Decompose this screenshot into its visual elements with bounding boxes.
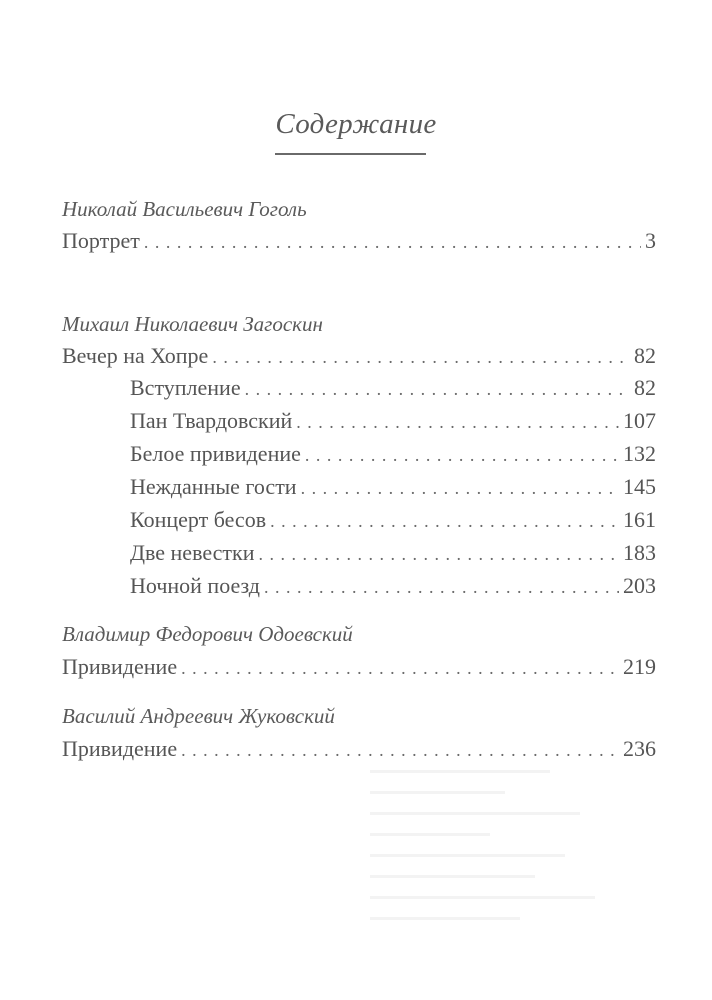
leader-dots (245, 379, 630, 400)
entry-page: 132 (623, 441, 656, 466)
toc-entry[interactable] (130, 540, 656, 570)
leader-dots (301, 478, 619, 499)
entry-title: Вступление (130, 375, 241, 400)
entry-page: 183 (623, 540, 656, 565)
leader-dots (181, 740, 619, 761)
toc-entry[interactable] (130, 573, 656, 603)
title-rule (275, 153, 426, 155)
entry-page: 203 (623, 573, 656, 598)
entry-title: Ночной поезд (130, 573, 260, 598)
toc-entry[interactable] (62, 654, 656, 684)
section-author: Владимир Федорович Одоевский (62, 622, 353, 646)
toc-entry[interactable] (130, 507, 656, 537)
leader-dots (181, 658, 619, 679)
entry-page: 145 (623, 474, 656, 499)
leader-dots (305, 445, 619, 466)
entry-title: Пан Твардовский (130, 408, 293, 433)
entry-page: 82 (634, 343, 656, 368)
leader-dots (270, 511, 619, 532)
entry-title: Привидение (62, 736, 178, 761)
leader-dots (264, 577, 619, 598)
toc-entry[interactable] (62, 228, 656, 258)
entry-page: 161 (623, 507, 656, 532)
entry-title: Концерт бесов (130, 507, 267, 532)
entry-page: 236 (623, 736, 656, 761)
toc-entry[interactable] (130, 375, 656, 405)
entry-title: Белое привидение (130, 441, 301, 466)
toc-entry[interactable] (62, 343, 656, 373)
toc-entry[interactable] (130, 441, 656, 471)
leader-dots (258, 544, 619, 565)
entry-title: Вечер на Хопре (62, 343, 209, 368)
section-author: Николай Васильевич Гоголь (62, 197, 307, 221)
entry-page: 219 (623, 654, 656, 679)
section-author: Василий Андреевич Жуковский (62, 704, 335, 728)
leader-dots (144, 232, 641, 253)
leader-dots (212, 347, 630, 368)
entry-title: Портрет (62, 228, 140, 253)
toc-entry[interactable] (62, 736, 656, 766)
page-title: Содержание (275, 108, 437, 140)
entry-title: Нежданные гости (130, 474, 297, 499)
entry-page: 82 (634, 375, 656, 400)
entry-page: 3 (645, 228, 656, 253)
show-through-texture (370, 770, 670, 1000)
entry-page: 107 (623, 408, 656, 433)
entry-title: Привидение (62, 654, 178, 679)
section-author: Михаил Николаевич Загоскин (62, 312, 323, 336)
leader-dots (296, 412, 619, 433)
toc-entry[interactable] (130, 474, 656, 504)
toc-entry[interactable] (130, 408, 656, 438)
entry-title: Две невестки (130, 540, 255, 565)
